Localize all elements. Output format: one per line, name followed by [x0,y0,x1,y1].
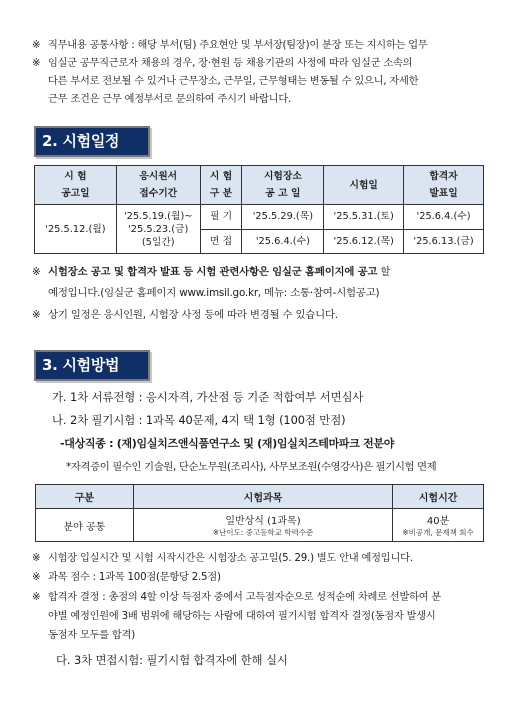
header-duration: 시험시간 [393,485,484,509]
header-subject: 시험과목 [133,485,392,509]
note-score: ※ 과목 점수 : 1과목 100점(문항당 2.5점) [32,572,221,583]
step-interview: 다. 3차 면접시험: 필기시험 합격자에 한해 실시 [56,653,288,667]
venue-interview: '25.6.4.(수) [242,229,324,254]
exemption-note: *자격증이 필수인 기술원, 단순노무원(조리사), 사무보조원(수영강사)은 필기시험 면제 [66,461,437,473]
section-title-schedule: 2. 시험일정 [34,126,150,157]
table-header-row [36,485,484,509]
section-title-method: 3. 시험방법 [34,350,150,381]
note-schedule-change: ※ 상기 일정은 응시인원, 시험장 사정 등에 따라 변경될 수 있습니다. [32,309,338,321]
header-result: 합격자 발표일 [404,166,484,205]
table-row [36,509,484,542]
duration-cell: 40분 ※비공개, 문제책 회수 [393,509,484,542]
header-exam-date: 시험일 [324,166,404,205]
kind-written: 필 기 [200,205,242,230]
category-cell: 분야 공통 [36,509,134,542]
step-written-exam: 나. 2차 필기시험 : 1과목 40문제, 4지 택 1형 (100점 만점) [52,413,346,427]
subject-cell: 일반상식 (1과목) ※난이도: 중고등학교 학력수준 [133,509,392,542]
note-reassignment: ※ 임실군 공무직근로자 채용의 경우, 장·현원 등 채용기관의 사정에 따라 임실군 소속의 다른 부서로 전보될 수 있거나 근무장소, 근무일, 근무형태는 변동될 수 있으니, 자세한 근무 조건은 근무 예정부서로 문의하여 주시기 바랍니다. [32,58,419,105]
header-announce: 시 험 공고일 [35,166,117,205]
note-job-common: ※ 직무내용 공통사항 : 해당 부서(팀) 주요현안 및 부서장(팀장)이 분장 또는 지시하는 업무 [32,40,428,51]
table-header-row [35,166,484,205]
result-written: '25.6.4.(수) [404,205,484,230]
target-fields: -대상직종 : (재)임실치즈앤식품연구소 및 (재)임실치즈테마파크 전분야 [60,437,395,450]
note-homepage: ※ 시험장소 공고 및 합격자 발표 등 시험 관련사항은 임실군 홈페이지에 공고 할 예정입니다.(임실군 홈페이지 www.imsil.go.kr, 메뉴: 소통·참여-시험공고) [32,266,391,299]
exam-interview: '25.6.12.(목) [324,229,404,254]
announce-date: '25.5.12.(월) [35,205,117,254]
header-apply: 응시원서 접수기간 [116,166,200,205]
header-category: 구분 [36,485,134,509]
exam-method-table [35,484,484,542]
note-entry-time: ※ 시험장 입실시간 및 시험 시작시간은 시험장소 공고일(5. 29.) 별도 안내 예정입니다. [32,553,413,564]
apply-period: '25.5.19.(월)~ '25.5.23.(금) (5일간) [116,205,200,254]
step-document-review: 가. 1차 서류전형 : 응시자격, 가산점 등 기준 적합여부 서면심사 [52,390,364,404]
header-venue: 시험장소 공 고 일 [242,166,324,205]
venue-written: '25.5.29.(목) [242,205,324,230]
note-pass-decision: ※ 합격자 결정 : 총점의 4할 이상 득점자 중에서 고득점자순으로 성적순에 차례로 선발하여 분 야별 예정인원에 3배 범위에 해당하는 사람에 대하여 필기시험 합격자 결정(동점자 발생시 동점자 모두를 합격) [32,592,442,641]
schedule-table [34,165,484,254]
kind-interview: 면 접 [200,229,242,254]
header-kind: 시 험 구 분 [200,166,242,205]
result-interview: '25.6.13.(금) [404,229,484,254]
table-row [35,205,484,230]
exam-written: '25.5.31.(토) [324,205,404,230]
